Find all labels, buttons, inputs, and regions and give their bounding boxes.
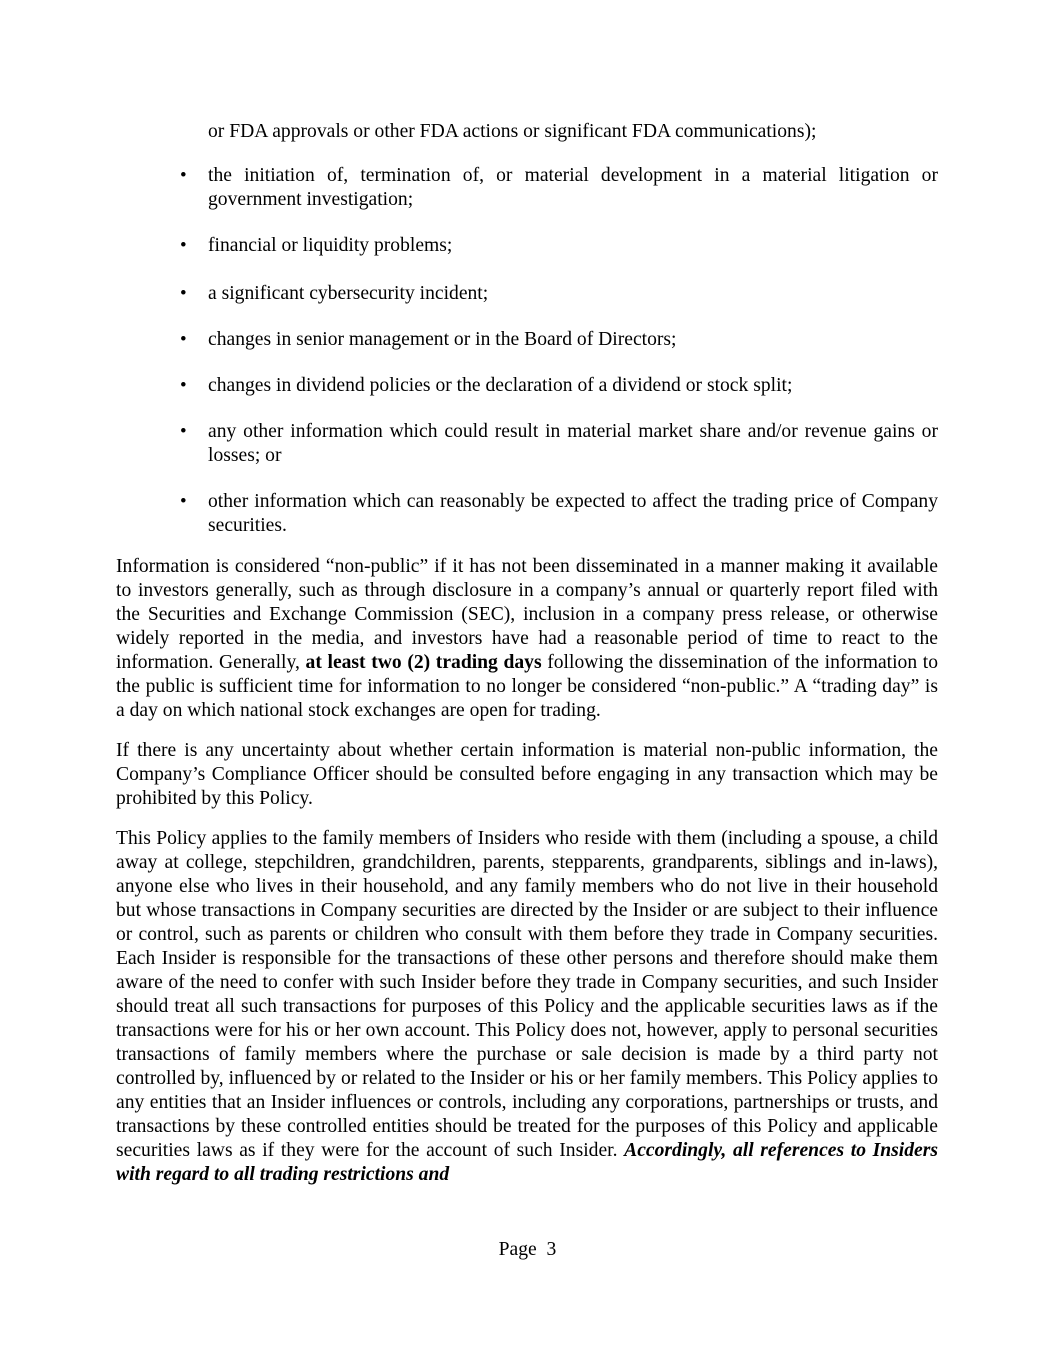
bold-italic-emphasis: Accordingly, all references to Insiders with regard to all trading restrictions and (116, 1140, 938, 1185)
list-item (116, 490, 938, 538)
continued-list-item-text: or FDA approvals or other FDA actions or significant FDA communications); (208, 121, 817, 142)
compliance-officer-paragraph: If there is any uncertainty about whether certain information is material non-public information, the Company’s Compliance Officer should be consulted before engaging in any transaction which may be prohibited by this Policy. (116, 740, 938, 809)
list-item (116, 328, 938, 352)
material-information-list (116, 164, 938, 538)
list-item (116, 164, 938, 212)
list-item-text: changes in senior management or in the Board of Directors; (208, 329, 677, 350)
bullet-icon: • (180, 421, 187, 442)
list-item-text: financial or liquidity problems; (208, 235, 453, 256)
bold-emphasis: at least two (2) trading days (305, 652, 542, 673)
bullet-icon: • (180, 283, 187, 304)
list-item (116, 374, 938, 398)
document-page (116, 118, 938, 1187)
bullet-icon: • (180, 491, 187, 512)
list-item-text: any other information which could result in material market share and/or revenue gains or losses; or (208, 421, 938, 466)
bullet-icon: • (180, 165, 187, 186)
paragraph-text: This Policy applies to the family members of Insiders who reside with them (including a spouse, a child away at college, stepchildren, grandchildren, parents, stepparents, grandparents, siblings and in-laws), anyone else who lives in their household, and any family members who do not live in their household but whose transactions in Company securities are directed by the Insider or are subject to their influence or control, such as parents or children who consult with them before they trade in Company securities. Each Insider is responsible for the transactions of these other persons and therefore should make them aware of the need to confer with such Insider before they trade in Company securities, and such Insider should treat all such transactions for purposes of this Policy and the applicable securities laws as if the transactions were for his or her own account. This Policy does not, however, apply to personal securities transactions of family members where the purchase or sale decision is made by a third party not controlled by, influenced by or related to the Insider or his or her family members. This Policy applies to any entities that an Insider influences or controls, including any corporations, partnerships or trusts, and transactions by these controlled entities should be treated for the purposes of this Policy and applicable securities laws as if they were for the account of such Insider. (116, 828, 938, 1161)
bullet-icon: • (180, 235, 187, 256)
list-item-text: a significant cybersecurity incident; (208, 283, 489, 304)
list-item-text: other information which can reasonably be expected to affect the trading price of Company securities. (208, 491, 938, 536)
list-item-text: the initiation of, termination of, or material development in a material litigation or government investigation; (208, 165, 938, 210)
list-item (116, 234, 938, 258)
list-item-text: changes in dividend policies or the declaration of a dividend or stock split; (208, 375, 793, 396)
list-item (116, 282, 938, 306)
list-item (116, 420, 938, 468)
page-number: Page 3 (498, 1239, 557, 1260)
paragraph-text: Information is considered “non-public” if it has not been disseminated in a manner making it available to investors generally, such as through disclosure in a company’s annual or quarterly report filed with the Securities and Exchange Commission (SEC), inclusion in a company press release, or otherwise widely reported in the media, and investors have had a reasonable period of time to react to the information. Generally, (116, 556, 938, 673)
bullet-icon: • (180, 375, 187, 396)
family-members-paragraph (116, 827, 938, 1187)
bullet-icon: • (180, 329, 187, 350)
paragraph-text: following the dissemination of the information to the public is sufficient time for information to no longer be considered “non-public.” A “trading day” is a day on which national stock exchanges are open for trading. (116, 652, 939, 721)
non-public-definition-paragraph (116, 555, 938, 723)
